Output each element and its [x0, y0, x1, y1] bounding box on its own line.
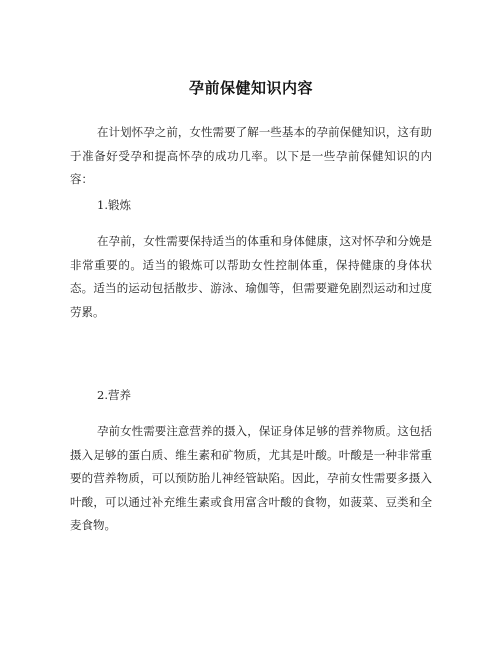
document-title: 孕前保健知识内容 [188, 79, 313, 97]
intro-paragraph: 在计划怀孕之前，女性需要了解一些基本的孕前保健知识，这有助于准备好受孕和提高怀孕的成功几率。以下是一些孕前保健知识的内容： [70, 125, 432, 186]
section-heading-nutrition: 2.营养 [97, 388, 131, 402]
section-heading-exercise: 1.锻炼 [97, 198, 131, 212]
section-body-nutrition: 孕前女性需要注意营养的摄入，保证身体足够的营养物质。这包括摄入足够的蛋白质、维生素和矿物质，尤其是叶酸。叶酸是一种非常重要的营养物质，可以预防胎儿神经管缺陷。因此，孕前女性需要多摄入叶酸，可以通过补充维生素或食用富含叶酸的食物，如菠菜、豆类和全麦食物。 [70, 424, 432, 532]
section-body-exercise: 在孕前，女性需要保持适当的体重和身体健康，这对怀孕和分娩是非常重要的。适当的锻炼可以帮助女性控制体重，保持健康的身体状态。适当的运动包括散步、游泳、瑜伽等，但需要避免剧烈运动和过度劳累。 [70, 234, 432, 319]
